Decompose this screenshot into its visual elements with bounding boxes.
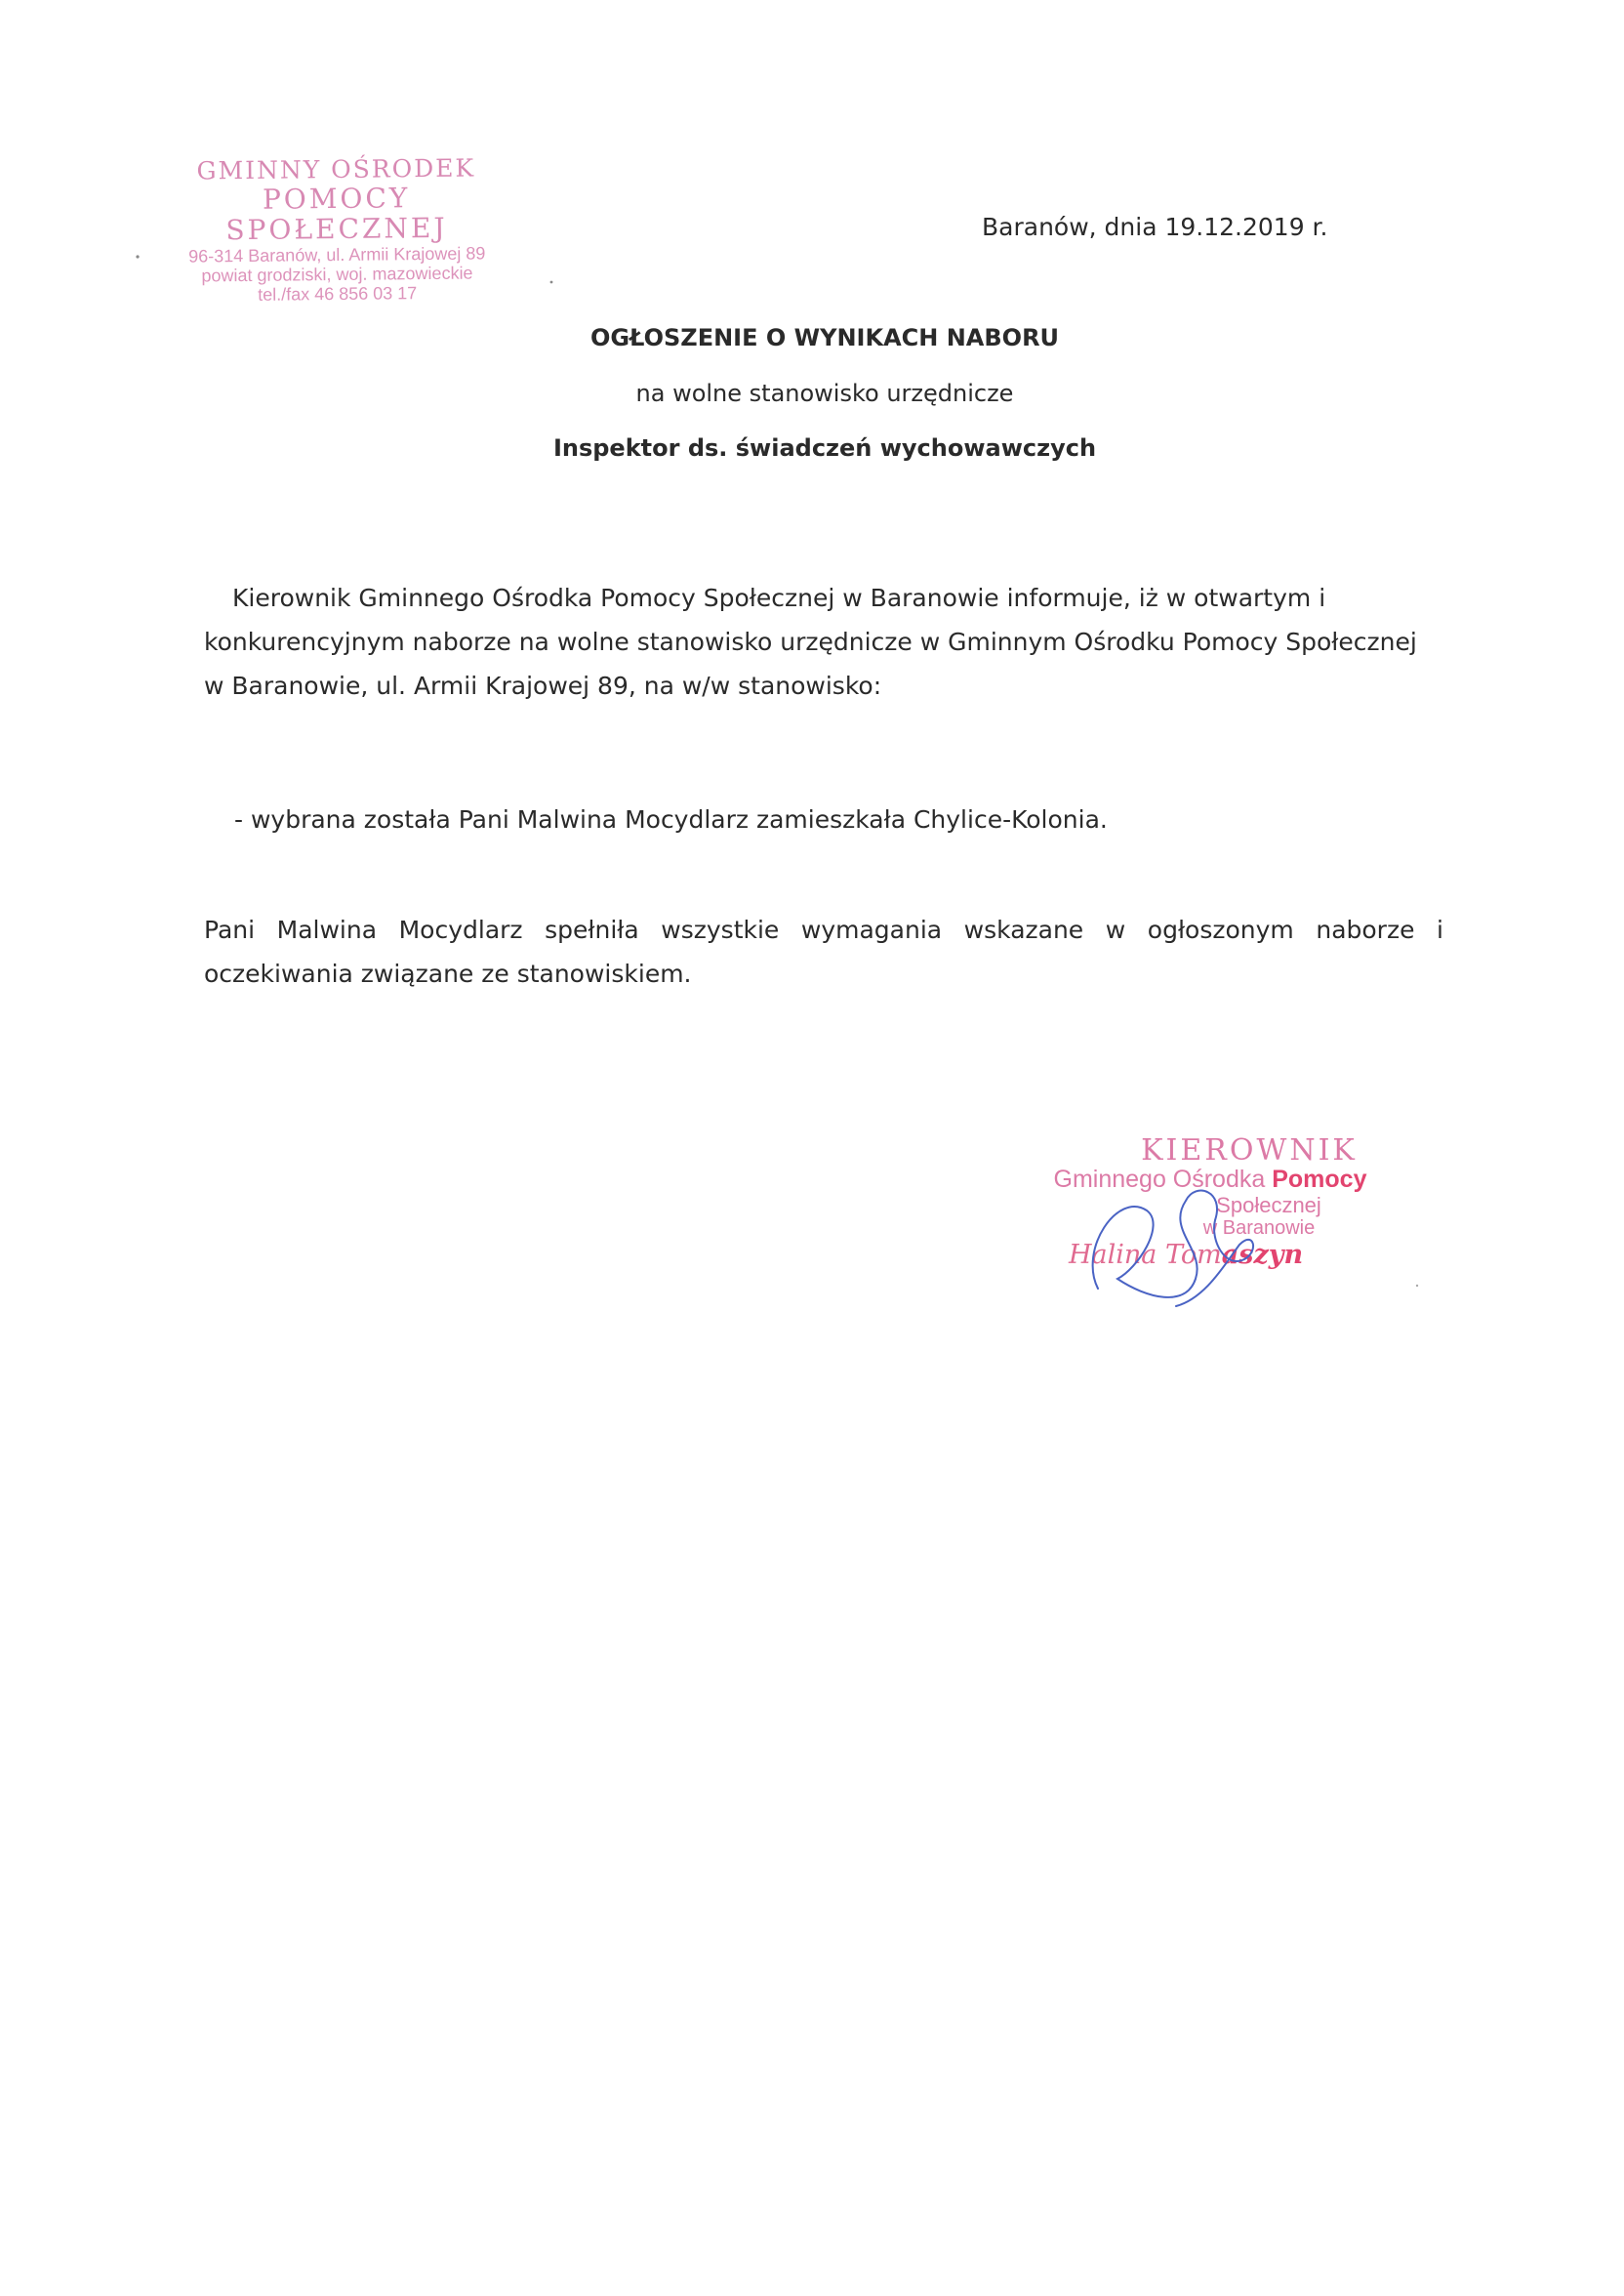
selected-candidate-line: - wybrana została Pani Malwina Mocydlarz zamieszkała Chylice-Kolonia.	[234, 805, 1108, 834]
announcement-title: OGŁOSZENIE O WYNIKACH NABORU	[589, 324, 1060, 351]
speck	[136, 255, 139, 258]
stamp-phone: tel./fax 46 856 03 17	[258, 283, 418, 305]
paragraph-intro-line-1-text: Kierownik Gminnego Ośrodka Pomocy Społecznej w Baranowie informuje, iż w otwartym i	[232, 584, 1326, 612]
paragraph-intro-line-3: w Baranowie, ul. Armii Krajowej 89, na w/w stanowisko:	[204, 672, 882, 700]
signature-stamp-name-part-1: Halina Tom	[1069, 1239, 1222, 1270]
position-title: Inspektor ds. świadczeń wychowawczych	[552, 434, 1097, 462]
date-line: Baranów, dnia 19.12.2019 r.	[982, 213, 1328, 241]
stamp-address: 96-314 Baranów, ul. Armii Krajowej 89	[188, 243, 486, 266]
stamp-line-1: GMINNY OŚRODEK	[196, 153, 476, 185]
speck	[1416, 1285, 1418, 1287]
signature-stamp-line-2: Społecznej	[1216, 1192, 1321, 1217]
stamp-region: powiat grodziski, woj. mazowieckie	[201, 263, 473, 286]
announcement-subtitle: na wolne stanowisko urzędnicze	[635, 380, 1014, 407]
paragraph-conclusion-line-2: oczekiwania związane ze stanowiskiem.	[204, 960, 692, 988]
paragraph-intro-line-2: konkurencyjnym naborze na wolne stanowisko urzędnicze w Gminnym Ośrodku Pomocy Społecznej	[204, 628, 1417, 656]
speck	[550, 281, 553, 284]
signature-stamp-title: KIEROWNIK	[1141, 1133, 1358, 1168]
stamp-line-2: POMOCY SPOŁECZNEJ	[225, 182, 448, 247]
signature-stamp-line-1-bold: Pomocy	[1272, 1166, 1367, 1193]
signature-stamp-line-3: w Baranowie	[1202, 1216, 1316, 1239]
signature-stamp-name-part-2: aszyn	[1221, 1239, 1304, 1270]
paragraph-conclusion-line-1: Pani Malwina Mocydlarz spełniła wszystkie wymagania wskazane w ogłoszonym naborze i	[204, 916, 1443, 944]
signature-stamp-line-1-text: Gminnego Ośrodka	[1053, 1166, 1266, 1193]
